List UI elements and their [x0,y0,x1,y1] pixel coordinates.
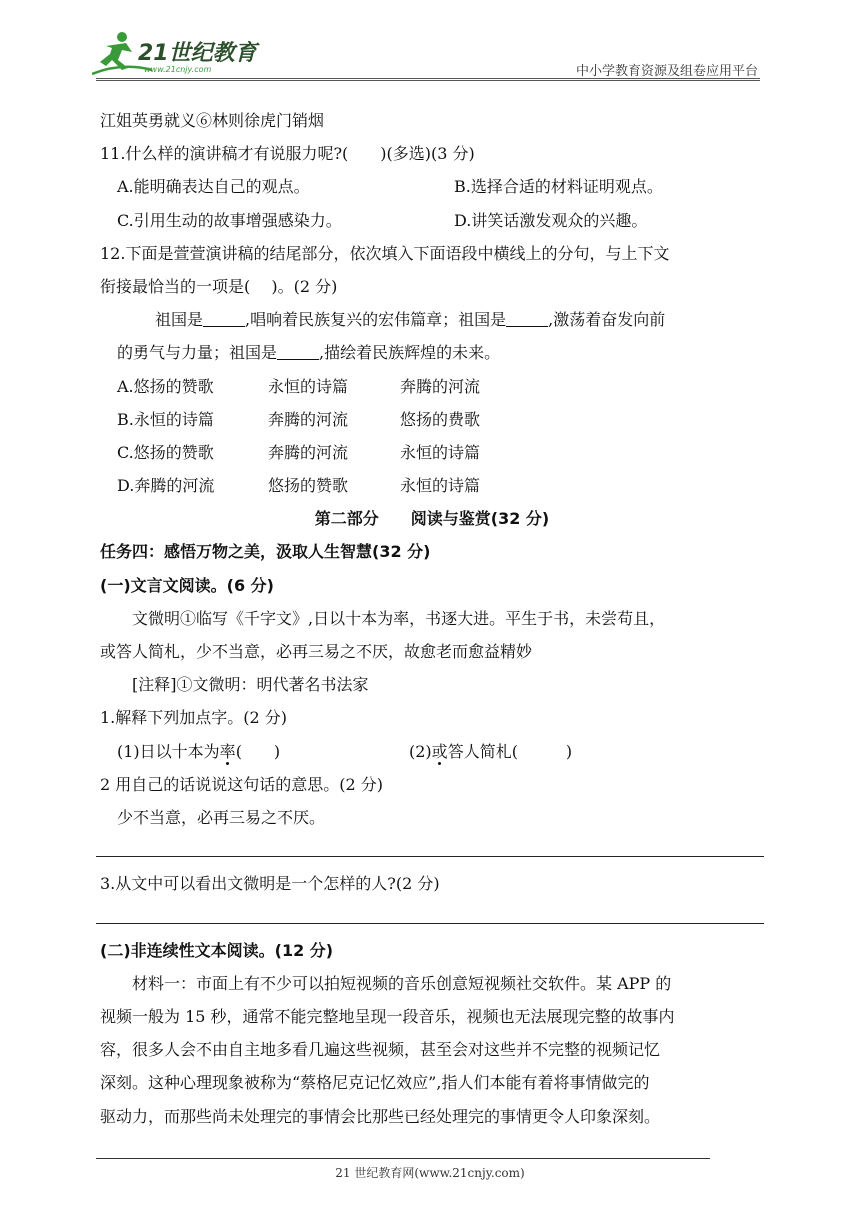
choice-cell: 永恒的诗篇 [400,476,481,496]
material-text-line: 深刻。这种心理现象被称为“蔡格尼克记忆效应”,指人们本能有着将事情做完的 [100,1073,650,1093]
sub-question-1 [117,735,280,768]
logo-url: www.21cnjy.com [144,65,212,74]
option-row [100,204,764,237]
choice-cell: A.悠扬的赞歌 [117,376,214,396]
blank-line [203,308,245,327]
site-logo [92,30,262,78]
question-12-cont: 衔接最恰当的一项是( )。(2 分) [100,276,338,296]
logo-text: 21世纪教育 [138,41,257,66]
material-text-line: 材料一：市面上有不少可以拍短视频的音乐创意短视频社交软件。某 APP 的 [132,973,672,993]
dotted-char: 率 [219,741,236,761]
fill-text: 祖国是 [155,310,204,330]
choice-cell: 永恒的诗篇 [400,442,481,462]
choice-cell: B.永恒的诗篇 [117,409,214,429]
answer-paren: 答人简札( ) [447,741,573,761]
question-1: 1.解释下列加点字。(2 分) [100,708,288,728]
fill-text: ,描绘着民族辉煌的未来。 [319,343,501,363]
option-c: C.引用生动的故事增强感染力。 [117,210,342,230]
question-12: 12.下面是萱萱演讲稿的结尾部分，依次填入下面语段中横线上的分句，与上下文 [100,243,670,263]
fill-paragraph-line [100,303,764,336]
sub-question-2 [409,735,572,768]
text-line: 江姐英勇就义⑥林则徐虎门销烟 [100,111,325,130]
choice-cell: 悠扬的赞歌 [268,476,349,496]
material-text-line: 视频一般为 15 秒，通常不能完整地呈现一段音乐，视频也无法展现完整的故事内 [100,1007,675,1027]
fill-text: ,唱响着民族复兴的宏伟篇章；祖国是 [245,310,507,330]
choice-cell: 悠扬的费歌 [400,409,481,429]
blank-line [506,308,548,327]
fill-paragraph-line [100,336,764,369]
part-two-heading: 第二部分 阅读与鉴赏(32 分) [314,509,550,529]
site-slogan: 中小学教育资源及组卷应用平台 [575,64,758,79]
section-nonlinear-heading: (二)非连续性文本阅读。(12 分) [100,940,334,960]
fill-text: ,激荡着奋发向前 [548,310,666,330]
choice-cell: 奔腾的河流 [400,376,481,396]
choice-cell: 奔腾的河流 [268,409,349,429]
dotted-char: 或 [431,741,448,761]
question-1-parts [100,735,764,768]
material-text-line: 容，很多人会不由自主地多看几遍这些视频，甚至会对这些并不完整的视频记忆 [100,1040,661,1060]
document-body [100,104,764,1133]
option-row [100,170,764,203]
choice-cell: C.悠扬的赞歌 [117,442,214,462]
section-classical-heading: (一)文言文阅读。(6 分) [100,575,274,595]
quoted-sentence: 少不当意，必再三易之不厌。 [117,807,326,827]
blank-line [277,341,319,360]
classical-text-line: 或答人简札，少不当意，必再三易之不厌，故愈老而愈益精妙 [100,642,533,661]
question-3: 3.从文中可以看出文微明是一个怎样的人?(2 分) [100,874,440,894]
fill-text: 的勇气与力量；祖国是 [117,343,278,363]
option-b: B.选择合适的材料证明观点。 [454,177,663,197]
choice-row-d [100,469,764,502]
annotation-note: [注释]①文微明：明代著名书法家 [132,675,369,695]
header-rule-2 [96,80,760,81]
answer-line[interactable] [100,834,764,867]
classical-text-line: 文微明①临写《千字文》,日以十本为率，书逐大进。平生于书，未尝苟且， [132,608,666,628]
footer-rule [96,1158,710,1159]
material-text-line: 驱动力，而那些尚未处理完的事情会比那些已经处理完的事情更令人印象深刻。 [100,1106,661,1126]
sub-question-text: (1)日以十本为 [117,741,220,761]
task-four-heading: 任务四：感悟万物之美，汲取人生智慧(32 分) [100,542,431,562]
choice-cell: D.奔腾的河流 [117,476,215,496]
question-11: 11.什么样的演讲稿才有说服力呢?( )(多选)(3 分) [100,144,475,164]
choice-cell: 永恒的诗篇 [268,376,349,396]
sub-question-text: (2) [409,741,432,761]
footer-text: 21 世纪教育网(www.21cnjy.com) [335,1166,525,1180]
header-rule [96,78,760,79]
choice-row-a [100,370,764,403]
choice-row-c [100,436,764,469]
question-2: 2 用自己的话说说这句话的意思。(2 分) [100,774,384,794]
answer-paren: ( ) [235,741,281,761]
choice-cell: 奔腾的河流 [268,442,349,462]
answer-line[interactable] [100,901,764,934]
option-d: D.讲笑话激发观众的兴趣。 [454,210,648,230]
choice-row-b [100,403,764,436]
option-a: A.能明确表达自己的观点。 [117,177,310,197]
